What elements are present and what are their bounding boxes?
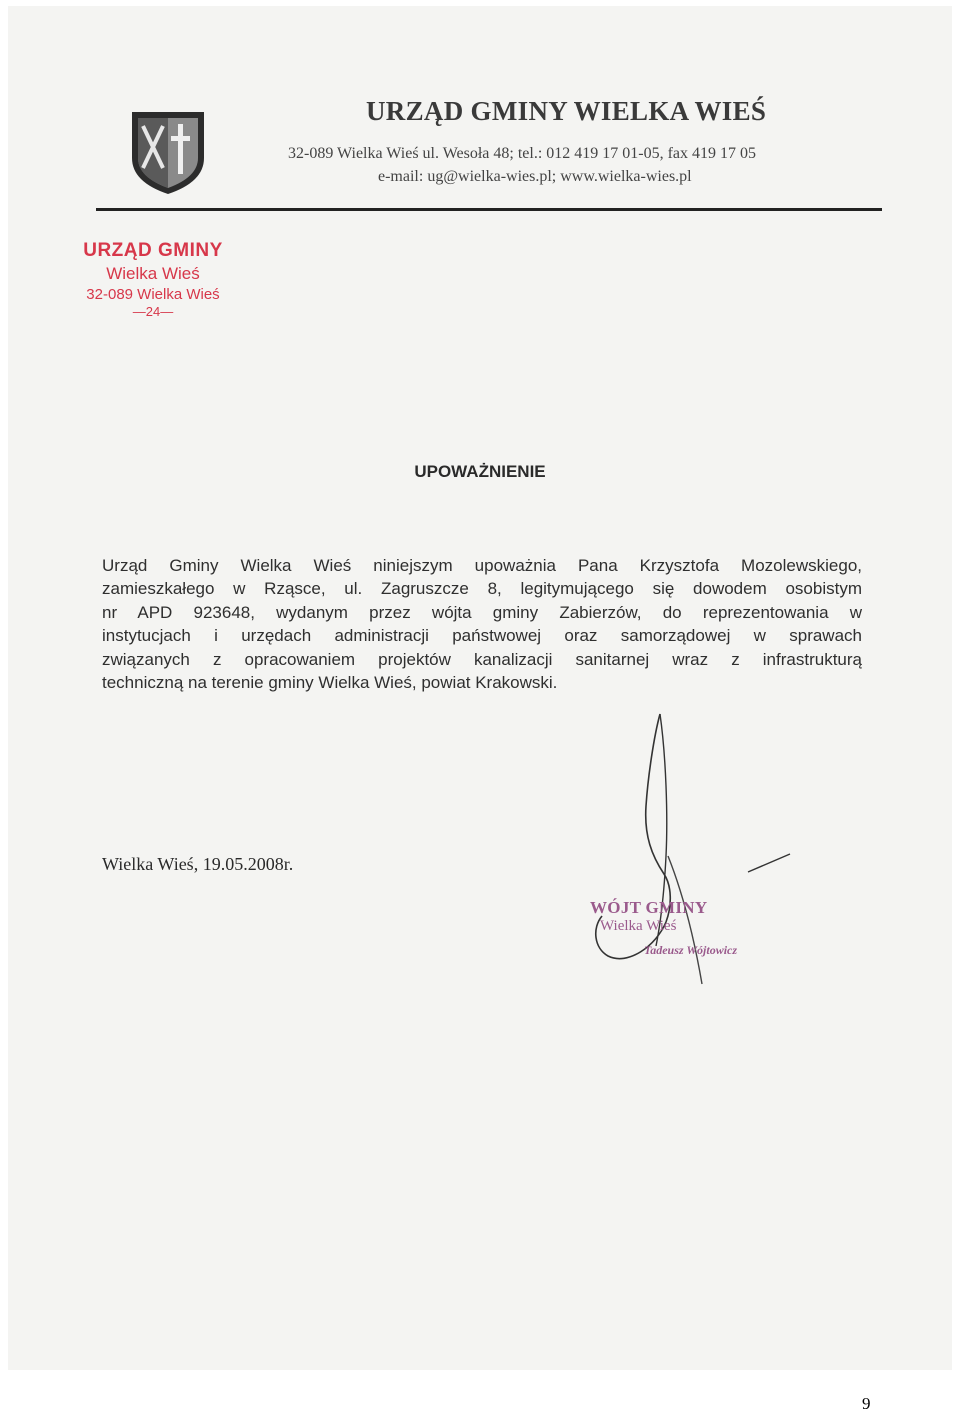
place-and-date: Wielka Wieś, 19.05.2008r.	[102, 854, 294, 874]
body-line: instytucjach i urzędach administracji państwowej oraz samorządowej w sprawach	[102, 626, 862, 646]
municipal-crest-logo	[128, 106, 208, 196]
office-stamp	[68, 240, 238, 319]
shield-icon	[128, 106, 208, 196]
stamp-line-postal: 32-089 Wielka Wieś	[86, 286, 220, 303]
mayor-stamp-name: Tadeusz Wójtowicz	[644, 943, 738, 957]
body-line: techniczną na terenie gminy Wielka Wieś, powiat Krakowski.	[102, 673, 558, 693]
body-line: Urząd Gminy Wielka Wieś niniejszym upoważnia Pana Krzysztofa Mozolewskiego,	[102, 556, 862, 575]
header-divider	[96, 208, 882, 211]
organization-address: 32-089 Wielka Wieś ul. Wesoła 48; tel.: 012 419 17 01-05, fax 419 17 05	[288, 145, 757, 162]
stamp-line-number: —24—	[132, 304, 174, 319]
scanned-page	[8, 6, 952, 1370]
body-line: zamieszkałego w Rząsce, ul. Zagruszcze 8, legitymującego się dowodem osobistym	[102, 579, 862, 599]
organization-contact: e-mail: ug@wielka-wies.pl; www.wielka-wies.pl	[378, 168, 692, 185]
page-number: 9	[862, 1394, 871, 1413]
document-body	[102, 554, 862, 694]
mayor-stamp	[590, 898, 750, 958]
body-line: nr APD 923648, wydanym przez wójta gminy Zabierzów, do reprezentowania w	[102, 602, 862, 622]
organization-title: URZĄD GMINY WIELKA WIEŚ	[366, 96, 767, 126]
document-title-text: UPOWAŻNIENIE	[414, 462, 546, 481]
stamp-line-office: URZĄD GMINY	[83, 240, 223, 261]
mayor-stamp-town: Wielka Wieś	[600, 918, 677, 934]
body-line: związanych z opracowaniem projektów kanalizacji sanitarnej wraz z infrastrukturą	[102, 649, 862, 669]
mayor-stamp-title: WÓJT GMINY	[590, 898, 708, 917]
document-title	[8, 462, 952, 482]
stamp-line-town: Wielka Wieś	[106, 264, 200, 283]
